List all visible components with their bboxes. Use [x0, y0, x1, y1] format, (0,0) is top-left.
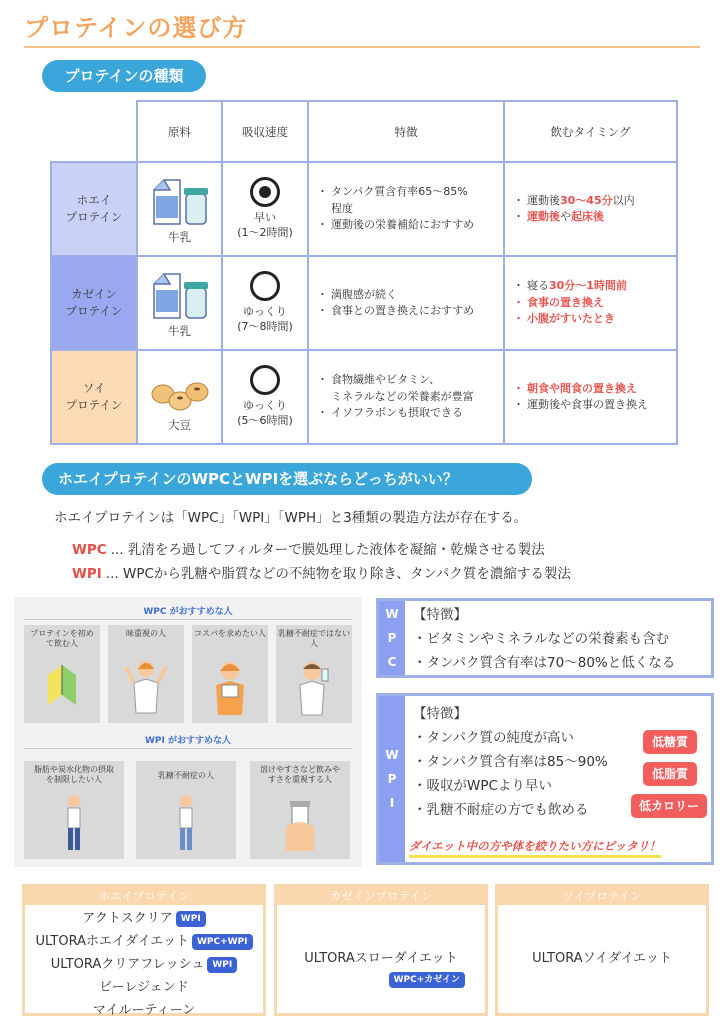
wpi-recommend-title: WPI がおすすめな人 [144, 736, 232, 746]
wpc-recommend-title: WPC がおすすめな人 [143, 607, 233, 617]
source-cell [137, 256, 222, 350]
timing-item: ・ 運動後や食事の置き換え [517, 397, 676, 414]
recommendation-illustration [14, 597, 362, 867]
speed-label: ゆっくり [243, 305, 287, 319]
source-label: 牛乳 [168, 229, 191, 244]
feature-item: ・ 食事との置き換えにおすすめ [321, 303, 503, 320]
product-item: ULTORAホエイダイエット WPC+WPI [25, 930, 263, 953]
product-item: ULTORAクリアフレッシュ WPI [25, 953, 263, 976]
feature-point: ・タンパク質の純度が高い [413, 730, 575, 746]
row-header-label: ホエイ [76, 192, 112, 207]
definition-wpc [72, 538, 545, 558]
definition-key: WPC [72, 542, 107, 558]
circle-icon [250, 271, 280, 301]
tag-low-calorie: 低カロリー [631, 794, 707, 818]
beginner-mark-icon [44, 661, 80, 717]
speed-cell [222, 350, 308, 444]
page-title: プロテインの選び方 [24, 14, 248, 42]
recommend-card [24, 625, 100, 723]
source-label: 大豆 [168, 417, 191, 432]
feature-point: ・タンパク質含有率は85〜90% [413, 754, 608, 770]
recommend-card [276, 625, 352, 723]
column-header: 特徴 [308, 101, 504, 162]
features-cell [308, 162, 504, 256]
type-badge: WPC+WPI [192, 934, 253, 950]
milk-icon [138, 174, 221, 226]
products-header: ソイプロテイン [498, 887, 706, 905]
product-item: マイルーティーン [92, 1003, 196, 1018]
card-label: 溶けやすさなど飲みやすさを重視する人 [260, 765, 340, 784]
timing-item: ・ 食事の置き換え [517, 295, 676, 312]
speed-cell [222, 162, 308, 256]
row-header-soy [51, 350, 137, 444]
wpc-features-box [376, 598, 714, 678]
wpc-features-content [413, 603, 703, 675]
soy-products-box [495, 884, 709, 1016]
person-drinking-icon [292, 657, 336, 717]
row-header-label: プロテイン [65, 304, 123, 318]
card-label: 味重視の人 [126, 629, 166, 638]
table-corner [51, 101, 137, 162]
card-label: コスパを求めたい人 [194, 629, 266, 638]
speed-duration: (1〜2時間) [237, 226, 293, 239]
card-label: 乳糖不耐症ではない人 [278, 629, 350, 648]
casein-products-box [274, 884, 488, 1016]
row-header-casein [51, 256, 137, 350]
milk-icon [138, 268, 221, 320]
feature-item: ・ 満腹感が続く [321, 287, 503, 304]
products-header: カゼインプロテイン [277, 887, 485, 905]
person-icon [208, 657, 252, 717]
definition-text: ... 乳清をろ過してフィルターで膜処理した液体を凝縮・乾燥させる製法 [110, 542, 545, 558]
speed-duration: (5〜6時間) [237, 414, 293, 427]
product-list [25, 907, 263, 1022]
tag-low-fat: 低脂質 [643, 762, 697, 786]
column-header: 原料 [137, 101, 222, 162]
section-heading-types: プロテインの種類 [42, 60, 206, 92]
feature-item: ・ タンパク質含有率65〜85% 程度 [321, 184, 503, 217]
timing-item: ・ 運動後や起床後 [517, 209, 676, 226]
product-item: ビーレジェンド [99, 980, 189, 995]
protein-comparison-table [50, 100, 678, 445]
table-row [51, 350, 677, 444]
person-icon [124, 657, 168, 717]
speed-label: 早い [254, 211, 276, 225]
row-header-label: プロテイン [65, 398, 123, 412]
title-divider [24, 46, 700, 48]
type-badge: WPI [176, 911, 206, 927]
row-header-label: プロテイン [65, 210, 123, 224]
products-header: ホエイプロテイン [25, 887, 263, 905]
source-cell [137, 350, 222, 444]
divider [24, 619, 352, 620]
recommend-card [108, 625, 184, 723]
feature-point: ・吸収がWPCより早い [413, 778, 552, 794]
row-header-label: ソイ [82, 380, 106, 395]
column-header: 飲むタイミング [504, 101, 677, 162]
section-heading-wpc-wpi: ホエイプロテインのWPCとWPIを選ぶならどっちがいい？ [42, 463, 532, 495]
soybean-icon [138, 362, 221, 414]
person-icon [171, 793, 201, 853]
speed-duration: (7〜8時間) [237, 320, 293, 333]
timing-cell [504, 350, 677, 444]
definition-wpi [72, 562, 571, 582]
person-icon [59, 793, 89, 853]
product-item: ULTORAスローダイエット [304, 951, 458, 966]
card-label: 脂肪や炭水化物の摂取を制限したい人 [34, 765, 114, 784]
timing-cell [504, 256, 677, 350]
wpi-features-box [376, 693, 714, 865]
divider [24, 748, 352, 749]
type-badge: WPC+カゼイン [389, 972, 465, 988]
card-label: 乳糖不耐症の人 [158, 771, 214, 780]
table-header-row [51, 101, 677, 162]
timing-item: ・ 朝食や間食の置き換え [517, 381, 676, 398]
definition-key: WPI [72, 566, 102, 582]
timing-cell [504, 162, 677, 256]
timing-item: ・ 寝る30分〜1時間前 [517, 278, 676, 295]
timing-item: ・ 運動後30〜45分以内 [517, 193, 676, 210]
definition-text: ... WPCから乳糖や脂質などの不純物を取り除き、タンパク質を濃縮する製法 [105, 566, 571, 582]
feature-item: ・ 食物繊維やビタミン、 ミネラルなどの栄養素が豊富 [321, 372, 503, 405]
feature-item: ・ イソフラボンも摂取できる [321, 405, 503, 422]
wpc-side-label: W P C [379, 601, 405, 675]
feature-item: ・ 運動後の栄養補給におすすめ [321, 217, 503, 234]
table-row [51, 256, 677, 350]
shaker-icon [282, 797, 318, 853]
recommend-card [24, 761, 124, 859]
source-label: 牛乳 [168, 323, 191, 338]
column-header: 吸収速度 [222, 101, 308, 162]
recommend-card [136, 761, 236, 859]
intro-text: ホエイプロテインは「WPC」「WPI」「WPH」と3種類の製造方法が存在する。 [54, 510, 528, 526]
row-header-label: カゼイン [71, 286, 117, 301]
features-heading: 【特徴】 [413, 607, 467, 623]
type-badge: WPI [207, 957, 237, 973]
circle-icon [250, 365, 280, 395]
recommend-card [250, 761, 350, 859]
speed-cell [222, 256, 308, 350]
type-badge-wrap [386, 969, 465, 988]
feature-point: ・タンパク質含有率は70〜80%と低くなる [413, 655, 676, 671]
double-circle-icon [250, 177, 280, 207]
diet-recommendation: ダイエット中の方や体を絞りたい方にピッタリ！ [409, 838, 661, 858]
features-cell [308, 350, 504, 444]
features-heading: 【特徴】 [413, 706, 467, 722]
feature-point: ・ビタミンやミネラルなどの栄養素も含む [413, 631, 670, 647]
recommend-card [192, 625, 268, 723]
product-item: ULTORAソイダイエット [532, 951, 672, 966]
speed-label: ゆっくり [243, 399, 287, 413]
tag-low-sugar: 低糖質 [643, 730, 697, 754]
timing-item: ・ 小腹がすいたとき [517, 311, 676, 328]
features-cell [308, 256, 504, 350]
table-row [51, 162, 677, 256]
row-header-whey [51, 162, 137, 256]
feature-point: ・乳糖不耐症の方でも飲める [413, 802, 589, 818]
source-cell [137, 162, 222, 256]
card-label: プロテインを初めて飲む人 [30, 629, 94, 648]
wpi-side-label: W P I [379, 696, 405, 862]
product-item: アクトスクリア WPI [25, 907, 263, 930]
whey-products-box [22, 884, 266, 1016]
